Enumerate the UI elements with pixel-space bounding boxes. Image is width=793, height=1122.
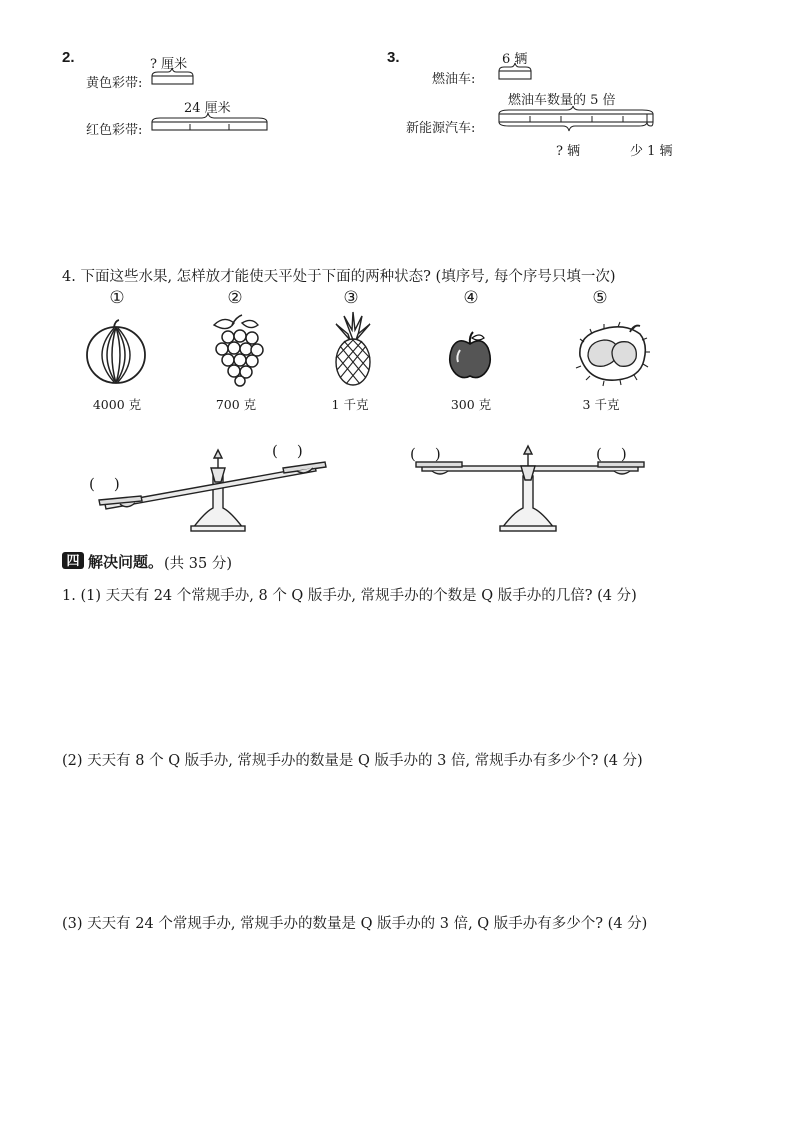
fuel-car-label: 燃油车: xyxy=(432,72,476,87)
yellow-ribbon-bar xyxy=(150,66,200,88)
fruit-index-4: ④ xyxy=(463,288,479,308)
red-ribbon-label: 红色彩带: xyxy=(86,123,143,138)
ev-top-annotation: 燃油车数量的 5 倍 xyxy=(508,93,616,108)
problem-1-text: 1. (1) 天天有 24 个常规手办, 8 个 Q 版手办, 常规手办的个数是 Q 版手办的几倍? (4 分) xyxy=(62,588,637,604)
apple-icon xyxy=(446,330,494,382)
section-4-points: (共 35 分) xyxy=(164,556,232,572)
question-2-number: 2. xyxy=(62,49,75,66)
tilted-right-pan-blank[interactable]: ( ) xyxy=(272,442,303,460)
section-4-badge: 四 xyxy=(62,552,84,569)
fruit-index-5: ⑤ xyxy=(592,288,608,308)
ev-less-annotation: 少 1 辆 xyxy=(630,144,673,159)
fuel-car-annotation: 6 辆 xyxy=(502,52,528,67)
grapes-icon xyxy=(206,313,268,385)
ev-car-bar xyxy=(497,104,662,140)
pineapple-icon xyxy=(330,310,376,388)
fuel-car-bar xyxy=(497,61,537,83)
tilted-left-pan-blank[interactable]: ( ) xyxy=(89,475,120,493)
fruit-index-1: ① xyxy=(109,288,125,308)
yellow-ribbon-label: 黄色彩带: xyxy=(86,76,143,91)
tilted-balance-scale xyxy=(95,440,345,535)
fruit-weight-5: 3 千克 xyxy=(582,397,620,412)
level-right-pan-blank[interactable]: ( ) xyxy=(596,445,627,463)
red-ribbon-annotation: 24 厘米 xyxy=(184,101,231,116)
durian-icon xyxy=(574,320,650,386)
fruit-weight-3: 1 千克 xyxy=(331,397,369,412)
problem-2-text: (2) 天天有 8 个 Q 版手办, 常规手办的数量是 Q 版手办的 3 倍, 常规手办有多少个? (4 分) xyxy=(62,753,643,769)
question-3-number: 3. xyxy=(387,49,400,66)
level-left-pan-blank[interactable]: ( ) xyxy=(410,445,441,463)
section-4-title: 解决问题。 xyxy=(88,554,164,571)
watermelon-icon xyxy=(84,318,150,386)
problem-3-text: (3) 天天有 24 个常规手办, 常规手办的数量是 Q 版手办的 3 倍, Q 版手办有多少个? (4 分) xyxy=(62,916,648,932)
yellow-ribbon-annotation: ? 厘米 xyxy=(150,57,188,72)
red-ribbon-bar xyxy=(150,110,275,134)
question-4-text: 4. 下面这些水果, 怎样放才能使天平处于下面的两种状态? (填序号, 每个序号只填一次) xyxy=(62,269,616,285)
fruit-weight-4: 300 克 xyxy=(450,397,492,412)
fruit-index-3: ③ xyxy=(343,288,359,308)
fruit-weight-2: 700 克 xyxy=(215,397,257,412)
ev-car-label: 新能源汽车: xyxy=(406,121,476,136)
ev-question-annotation: ? 辆 xyxy=(556,144,581,159)
fruit-index-2: ② xyxy=(227,288,243,308)
fruit-weight-1: 4000 克 xyxy=(92,397,142,412)
